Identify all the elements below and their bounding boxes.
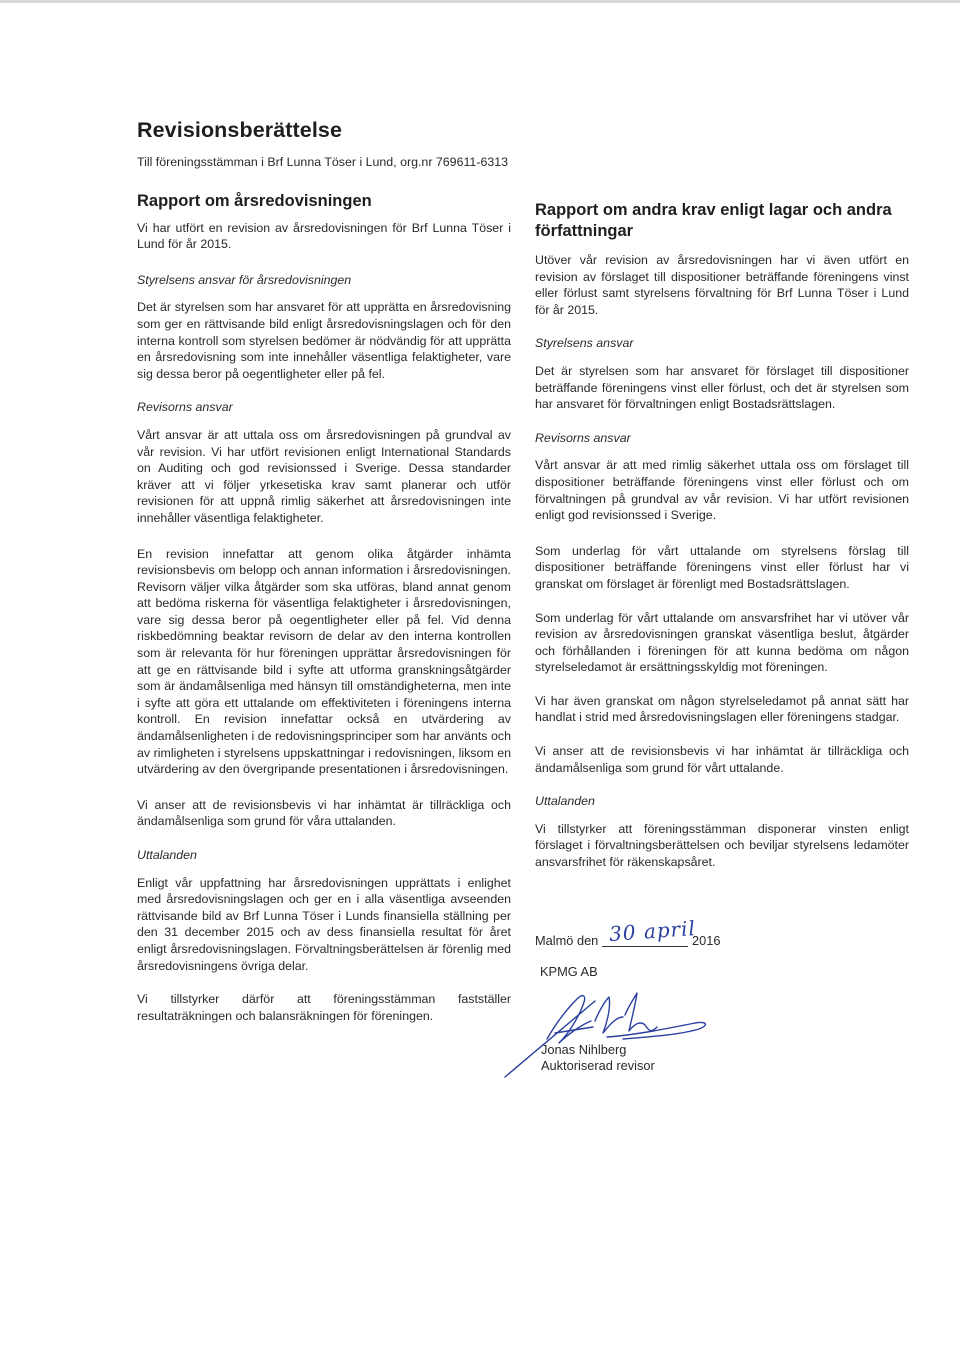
left-board-subheading: Styrelsens ansvar för årsredovisningen bbox=[137, 272, 352, 287]
left-evidence-text: Vi anser att de revisionsbevis vi har inhämtat är tillräckliga och ändamålsenliga som grund för våra uttalanden. bbox=[137, 797, 511, 829]
left-statements-text: Enligt vår uppfattning har årsredovisningen upprättats i enlighet med årsredovisningslagen och ger en i alla väsentliga avseenden rättvisande bild av Brf Lunna Töser i Lunds finansiella ställning per den 31 december 2015 och av dess finansiella resultat för året enligt årsredovisningslagen. Förvaltningsberättelsen är förenlig med årsredovisningens övriga delar. bbox=[137, 875, 511, 973]
place-label: Malmö den bbox=[535, 933, 599, 948]
right-board-text: Det är styrelsen som har ansvaret för förslaget till dispositioner beträffande föreningens vinst eller förlust, och det är styrelsen som har ansvaret för förvaltningen enligt Bostadsrättslagen. bbox=[535, 363, 909, 412]
firm-name: KPMG AB bbox=[540, 964, 598, 979]
left-auditor-text: Vårt ansvar är att uttala oss om årsredovisningen på grundval av vår revision. Vi har utfört revisionen enligt International Standards on Auditing och god revisionssed i Sverige. Dessa standarder kräver att vi följer yrkesetiska krav samt planerar och utför revisionen för att uppnå rimlig säkerhet att årsredovisningen inte innehåller väsentliga felaktigheter. bbox=[137, 427, 511, 525]
left-board-text: Det är styrelsen som har ansvaret för att upprätta en årsredovisning som ger en rättvisande bild enligt årsredovisningslagen och för den interna kontroll som styrelsen bedömer är nödvändig för att upprätta en årsredovisning som inte innehåller väsentliga felaktigheter, vare sig dessa beror på oegentligheter eller på fel. bbox=[137, 300, 511, 381]
right-evidence-text: Vi anser att de revisionsbevis vi har inhämtat är tillräckliga och ändamålsenliga som grund för vårt uttalande. bbox=[535, 744, 909, 775]
signer-name: Jonas Nihlberg bbox=[541, 1042, 627, 1057]
right-statements-subheading: Uttalanden bbox=[535, 794, 595, 809]
document-subtitle: Till föreningsstämman i Brf Lunna Töser i Lund, org.nr 769611-6313 bbox=[137, 155, 509, 169]
year: 2016 bbox=[692, 933, 721, 948]
right-auditor-subheading: Revisorns ansvar bbox=[535, 430, 631, 445]
right-statements-text: Vi tillstyrker att föreningsstämman disponerar vinsten enligt förslaget i förvaltningsberättelsen och beviljar styrelsens ledamöter ansvarsfrihet för räkenskapsåret. bbox=[535, 821, 909, 870]
handwritten-date: 30 april bbox=[608, 915, 697, 947]
signer-role: Auktoriserad revisor bbox=[541, 1058, 655, 1073]
left-recommend-text: Vi tillstyrker därför att föreningsstämman fastställer resultaträkningen och balansräkningen för föreningen. bbox=[137, 992, 511, 1023]
document-title: Revisionsberättelse bbox=[137, 118, 343, 142]
right-basis1-text: Som underlag för vårt uttalande om styrelsens förslag till dispositioner beträffande föreningens vinst eller förlust har vi granskat om förslaget är förenligt med Bostadsrättslagen. bbox=[535, 543, 909, 591]
right-column bbox=[535, 200, 909, 871]
right-intro: Utöver vår revision av årsredovisningen har vi även utfört en revision av förslaget till dispositioner beträffande föreningens vinst eller förlust samt styrelsens förvaltning för Brf Lunna Töser i Lund för år 2015. bbox=[535, 253, 909, 317]
left-column bbox=[137, 118, 511, 1024]
section-heading-other-requirements: Rapport om andra krav enligt lagar och andra författningar bbox=[535, 201, 892, 240]
scan-edge-line bbox=[0, 0, 960, 3]
date-underline bbox=[602, 946, 688, 947]
right-auditor-text: Vårt ansvar är att med rimlig säkerhet uttala oss om förslaget till dispositioner beträffande föreningens vinst eller förlust och om förvaltningen på grundval av vår revision. Vi har utfört revisionen enligt god revisionssed i Sverige. bbox=[535, 458, 909, 523]
section-heading-annual-report: Rapport om årsredovisningen bbox=[137, 191, 372, 210]
place-date-line bbox=[535, 915, 915, 955]
right-act-text: Vi har även granskat om någon styrelseledamot på annat sätt har handlat i strid med årsredovisningslagen eller föreningens stadgar. bbox=[535, 693, 909, 725]
left-intro: Vi har utfört en revision av årsredovisningen för Brf Lunna Töser i Lund för år 2015. bbox=[137, 220, 511, 252]
left-revision-text: En revision innefattar att genom olika åtgärder inhämta revisionsbevis om belopp och annan information i årsredovisningen. Revisorn väljer vilka åtgärder som ska utföras, bland annat genom att bedöma riskerna för väsentliga felaktigheter i årsredovisningen, vare sig dessa beror på oegentligheter eller på fel. Vid denna riskbedömning beaktar revisorn de delar av den interna kontrollen som är relevanta för hur föreningen upprättar årsredovisningen för att ge en rättvisande bild i syfte att utforma granskningsåtgärder som är ändamålsenliga med hänsyn till omständigheterna, men inte i syfte att göra ett uttalande om effektiviteten i föreningens interna kontroll. En revision innefattar också en utvärdering av ändamålsenligheten i de redovisningsprinciper som har använts och av rimligheten i styrelsens uppskattningar i redovisningen, liksom en utvärdering av den övergripande presentationen i årsredovisningen. bbox=[137, 546, 511, 777]
left-statements-subheading: Uttalanden bbox=[137, 848, 197, 862]
right-board-subheading: Styrelsens ansvar bbox=[535, 336, 634, 351]
left-auditor-subheading: Revisorns ansvar bbox=[137, 400, 233, 415]
right-basis2-text: Som underlag för vårt uttalande om ansvarsfrihet har vi utöver vår revision av årsredovisningen granskat väsentliga beslut, åtgärder och förhållanden i föreningen för att kunna bedöma om någon styrelseledamot är ersättningsskyldig mot föreningen. bbox=[535, 610, 909, 675]
signature-block bbox=[535, 915, 915, 1073]
